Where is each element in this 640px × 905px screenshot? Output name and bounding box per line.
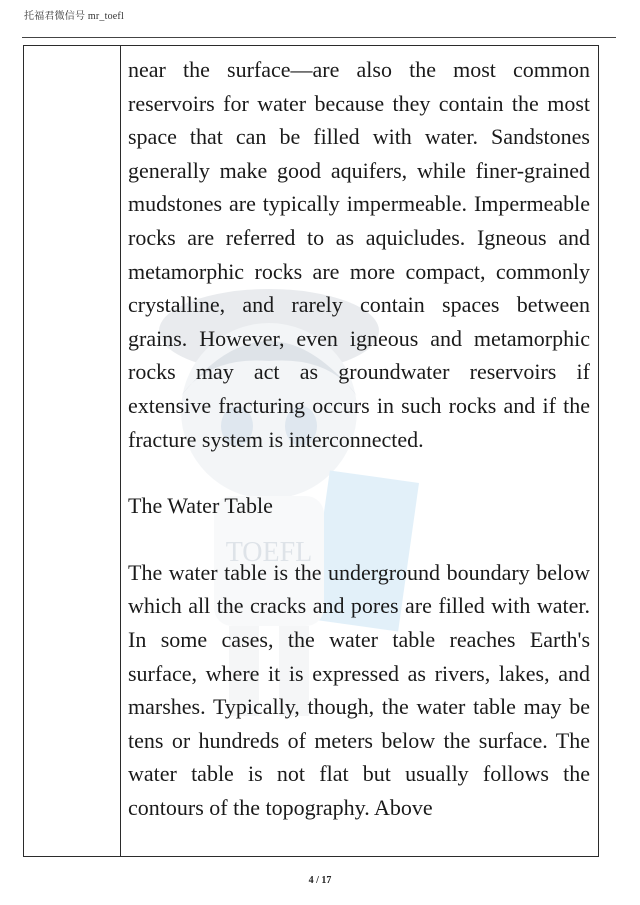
- header-divider: [22, 37, 616, 38]
- watermark-shirt-text: TOEFL: [225, 537, 313, 568]
- document-table: [23, 45, 599, 857]
- section-heading: The Water Table: [128, 493, 273, 519]
- header-account-text: 托福君微信号 mr_toefl: [24, 11, 124, 22]
- body-paragraph: The water table is the underground boundary below which all the cracks and pores are filled with water. In some cases, the water table reaches Earth's surface, where it is expressed as rivers, lakes, and marshes. Typically, though, the water table may be tens or hundreds of meters below the surface. The water table is not flat but usually follows the contours of the topography. Above: [128, 559, 590, 820]
- body-paragraph: near the surface—are also the most common reservoirs for water because they contain the most space that can be filled with water. Sandstones generally make good aquifers, while finer-grained mudstones are typically impermeable. Impermeable rocks are referred to as aquicludes. Igneous and metamorphic rocks are more compact, commonly crystalline, and rarely contain spaces between grains. However, even igneous and metamorphic rocks may act as groundwater reservoirs if extensive fracturing occurs in such rocks and if the fracture system is interconnected.: [128, 57, 590, 452]
- text-column: [128, 53, 590, 824]
- page-number: 4 / 17: [308, 875, 332, 886]
